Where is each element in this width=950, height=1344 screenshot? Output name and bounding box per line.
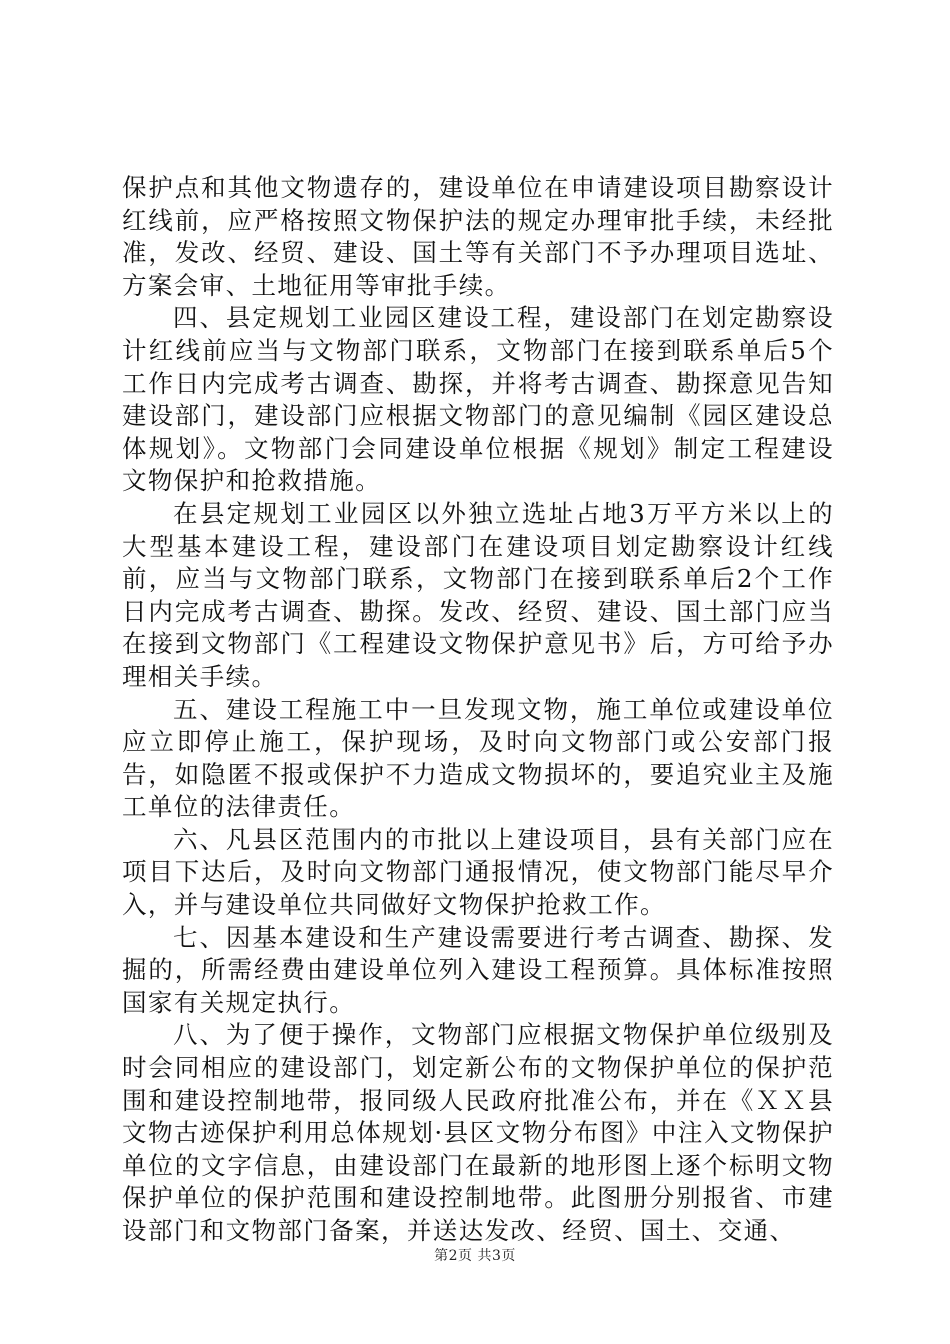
paragraph-continued: 保护点和其他文物遗存的，建设单位在申请建设项目勘察设计红线前，应严格按照文物保护法的规定办理审批手续，未经批准，发改、经贸、建设、国土等有关部门不予办理项目选址、方案会审、土地征用等审批手续。 [122,173,834,300]
paragraph-item-4: 四、县定规划工业园区建设工程，建设部门在划定勘察设计红线前应当与文物部门联系，文物部门在接到联系单后5个工作日内完成考古调查、勘探，并将考古调查、勘探意见告知建设部门，建设部门应根据文物部门的意见编制《园区建设总体规划》。文物部门会同建设单位根据《规划》制定工程建设文物保护和抢救措施。 [122,303,834,496]
paragraph-item-4-supplement: 在县定规划工业园区以外独立选址占地3万平方米以上的大型基本建设工程，建设部门在建设项目划定勘察设计红线前，应当与文物部门联系，文物部门在接到联系单后2个工作日内完成考古调查、勘探。发改、经贸、建设、国土部门应当在接到文物部门《工程建设文物保护意见书》后，方可给予办理相关手续。 [122,498,834,691]
document-body [122,172,834,1248]
paragraph-item-7: 七、因基本建设和生产建设需要进行考古调查、勘探、发掘的，所需经费由建设单位列入建设工程预算。具体标准按照国家有关规定执行。 [122,922,834,1017]
page-number-footer: 第2页 共3页 [434,1248,516,1264]
paragraph-item-8: 八、为了便于操作，文物部门应根据文物保护单位级别及时会同相应的建设部门，划定新公布的文物保护单位的保护范围和建设控制地带，报同级人民政府批准公布，并在《ＸＸ县文物古迹保护利用总体规划·县区文物分布图》中注入文物保护单位的文字信息，由建设部门在最新的地形图上逐个标明文物保护单位的保护范围和建设控制地带。此图册分别报省、市建设部门和文物部门备案，并送达发改、经贸、国土、交通、 [122,1020,834,1245]
paragraph-item-6: 六、凡县区范围内的市批以上建设项目，县有关部门应在项目下达后，及时向文物部门通报情况，使文物部门能尽早介入，并与建设单位共同做好文物保护抢救工作。 [122,824,834,920]
paragraph-item-5: 五、建设工程施工中一旦发现文物，施工单位或建设单位应立即停止施工，保护现场，及时向文物部门或公安部门报告，如隐匿不报或保护不力造成文物损坏的，要追究业主及施工单位的法律责任。 [122,694,834,822]
